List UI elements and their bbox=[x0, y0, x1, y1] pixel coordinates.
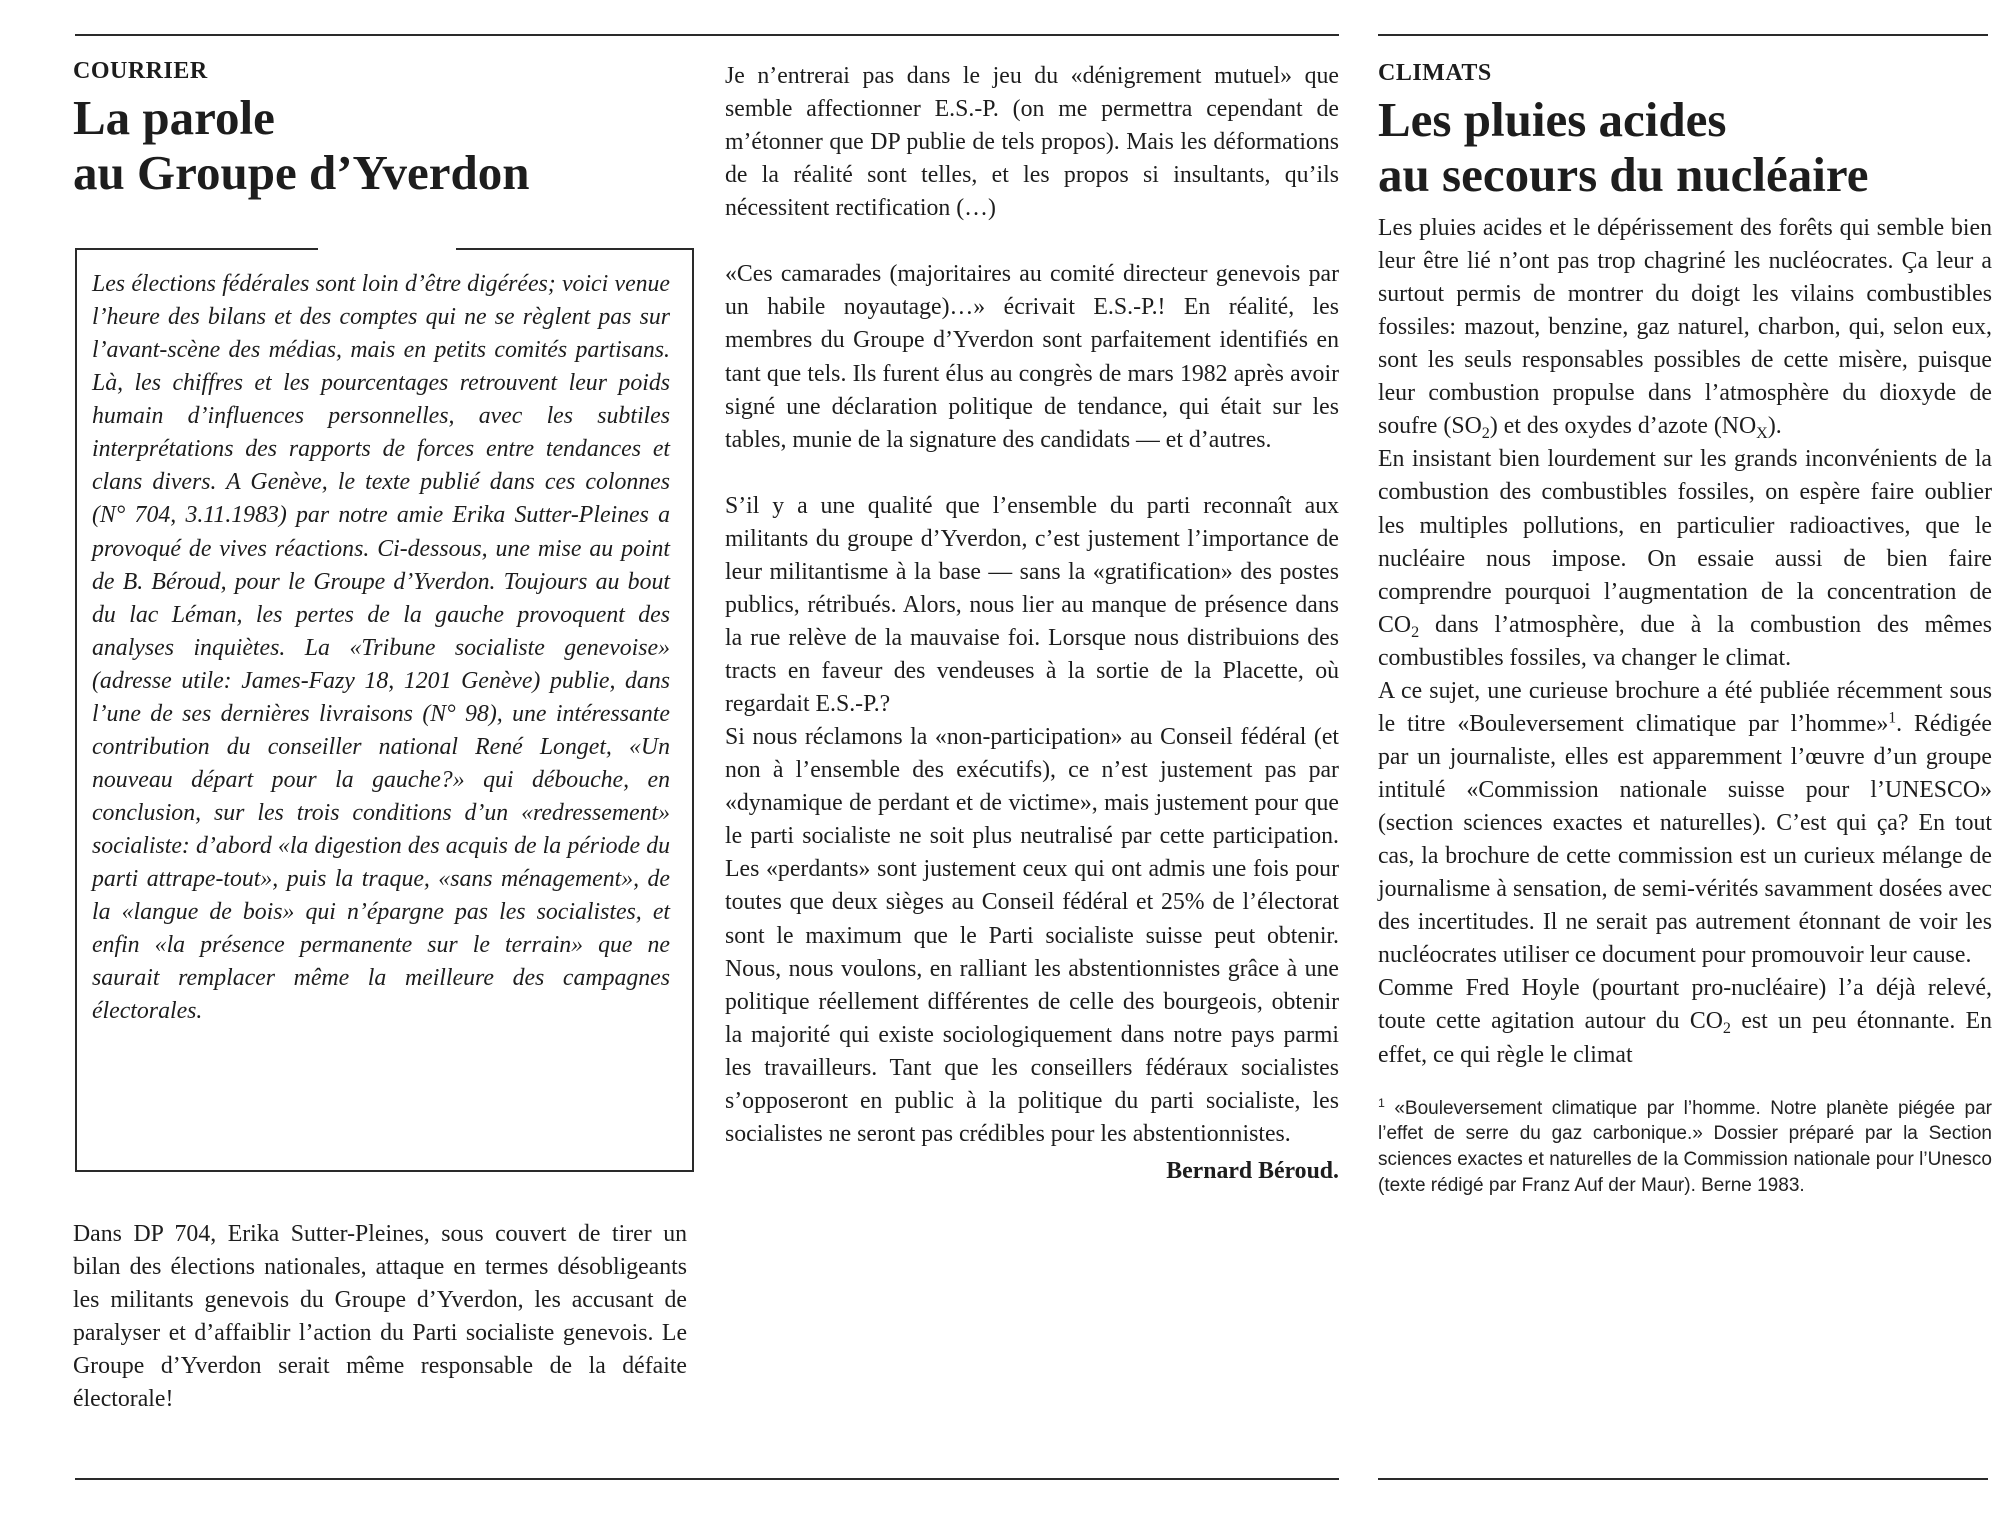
article-courrier-header bbox=[73, 56, 693, 200]
headline-courrier bbox=[73, 91, 693, 200]
paragraph: Les pluies acides et le dépérissement des forêts qui semble bien leur être lié n’ont pas trop chagriné les nucléocrates. Ça leur a surtout permis de montrer du doigt les vilains combustibles fossiles: mazout, benzine, gaz naturel, charbon, qui, selon eux, sont les seuls responsables possibles de cette misère, puisque leur combustion propulse dans l’atmosphère du dioxyde de soufre $(SO_2)$ et des oxydes d’azote $(NO_X)$. bbox=[1378, 214, 1992, 443]
top-rule-right bbox=[1378, 34, 1988, 36]
bottom-rule-left bbox=[75, 1478, 1339, 1480]
body-courrier-part2 bbox=[725, 60, 1339, 1151]
headline-climats-line2: au secours du nucléaire bbox=[1378, 146, 1869, 202]
bottom-rule-right bbox=[1378, 1478, 1988, 1480]
headline-courrier-line1: La parole bbox=[73, 90, 275, 146]
footnote-marker: 1 bbox=[1378, 1095, 1385, 1110]
paragraph: Si nous réclamons la «non-participation» au Conseil fédéral (et non à l’ensemble des exécutifs), ce n’est justement pas par «dynamique de perdant et de victime», mais justement pour que le parti socialiste ne soit plus neutralisé par cette participation. Les «perdants» sont justement ceux qui ont admis une fois pour toutes que deux sièges au Conseil fédéral et 25% de l’électorat sont le maximum que le Parti socialiste suisse peut obtenir. Nous, nous voulons, en ralliant les abstentionnistes grâce à une politique réellement différentes de celle des bourgeois, obtenir la majorité qui existe sociologiquement dans notre pays parmi les travailleurs. Tant que les conseillers fédéraux socialistes s’opposeront en public à la politique du parti socialiste, les socialistes ne seront pas crédibles pour les abstentionnistes. bbox=[725, 724, 1339, 1147]
paragraph: En insistant bien lourdement sur les grands inconvénients de la combustion des combustibles fossiles, on espère faire oublier les multiples pollutions, en particulier radioactives, que le nucléaire nous impose. On essaie aussi de bien faire comprendre pourquoi l’augmentation de la concentration de $CO_2$ dans l’atmosphère, due à la combustion des mêmes combustibles fossiles, va changer le climat. bbox=[1378, 446, 1992, 671]
paragraph: S’il y a une qualité que l’ensemble du parti reconnaît aux militants du groupe d’Yverdon, c’est justement l’importance de leur militantisme à la base — sans la «gratification» des postes publics, rétribués. Alors, nous lier au manque de présence dans la rue relève de la mauvaise foi. Lorsque nous distribuions des tracts en faveur des vendeuses à la sortie de la Placette, où regardait E.S.-P.? bbox=[725, 492, 1339, 718]
paragraph: Je n’entrerai pas dans le jeu du «dénigrement mutuel» que semble affectionner E.S.-P. (on me permettra cependant de m’étonner que DP publie de tels propos). Mais les déformations de la réalité sont telles, et les propos si insultants, qu’ils nécessitent rectification (…) bbox=[725, 63, 1339, 222]
footnote-text: «Bouleversement climatique par l’homme. Notre planète piégée par l’effet de serre du gaz carbonique.» Dossier préparé par la Section sciences exactes et naturelles de la Commission nationale pour l’Unesco (texte rédigé par Franz Auf der Maur). Berne 1983. bbox=[1378, 1097, 1992, 1197]
section-kicker-climats: CLIMATS bbox=[1378, 60, 1492, 86]
paragraph: Comme Fred Hoyle (pourtant pro-nucléaire) l’a déjà relevé, toute cette agitation autour du $CO_2$ est un peu étonnante. En effet, ce qui règle le climat bbox=[1378, 975, 1992, 1068]
article-courrier-body-continued bbox=[725, 60, 1339, 1188]
article-courrier-body-start bbox=[73, 1218, 687, 1416]
intro-text: Les élections fédérales sont loin d’être digérées; voici venue l’heure des bilans et des comptes qui ne se règlent pas sur l’avant-scène des médias, mais en petits comités partisans. Là, les chiffres et les pourcentages retrouvent leur poids humain d’influences personnelles, avec les subtiles interprétations des rapports de forces entre tendances et clans divers. A Genève, le texte publié dans ces colonnes (N° 704, 3.11.1983) par notre amie Erika Sutter-Pleines a provoqué de vives réactions. Ci-dessous, une mise au point de B. Béroud, pour le Groupe d’Yverdon. Toujours au bout du lac Léman, les pertes de la gauche provoquent des analyses inquiètes. La «Tribune socialiste genevoise» (adresse utile: James-Fazy 18, 1201 Genève) publie, dans l’une de ses dernières livraisons (N° 98), une intéressante contribution du conseiller national René Longet, «Un nouveau départ pour la gauche?» qui débouche, en conclusion, sur les trois conditions d’un «redressement» socialiste: d’abord «la digestion des acquis de la période du parti attrape-tout», puis la traque, «sans ménagement», de la «langue de bois» qui n’épargne pas les socialistes, et enfin «la présence permanente sur le terrain» que ne saurait remplacer même la meilleure des campagnes électorales. bbox=[92, 271, 670, 1025]
body-courrier-part1 bbox=[73, 1218, 687, 1416]
headline-courrier-line2: au Groupe d’Yverdon bbox=[73, 144, 530, 200]
headline-climats bbox=[1378, 93, 1992, 202]
headline-climats-line1: Les pluies acides bbox=[1378, 92, 1727, 148]
body-climats bbox=[1378, 212, 1992, 1072]
paragraph: «Ces camarades (majoritaires au comité directeur genevois par un habile noyautage)…» écrivait E.S.-P.! En réalité, les membres du Groupe d’Yverdon sont parfaitement identifiés en tant que tels. Ils furent élus au congrès de mars 1982 après avoir signé une déclaration politique de tendance, qui était sur les tables, munie de la signature des candidats — et d’autres. bbox=[725, 261, 1339, 453]
paragraph: A ce sujet, une curieuse brochure a été publiée récemment sous le titre «Bouleversement climatique par l’homme»$^1$. Rédigée par un journaliste, elles est apparemment l’œuvre d’un groupe intitulé «Commission nationale suisse pour l’UNESCO» (section sciences exactes et naturelles). C’est qui ça? En tout cas, la brochure de cette commission est un curieux mélange de journalisme à sensation, de semi-vérités savamment dosées avec des incertitudes. Il ne serait pas autrement étonnant de voir les nucléocrates utiliser ce document pour promouvoir leur cause. bbox=[1378, 677, 1992, 969]
intro-box-gap bbox=[318, 244, 456, 250]
footnote bbox=[1378, 1096, 1992, 1199]
article-climats bbox=[1378, 58, 1992, 1199]
section-kicker-courrier: COURRIER bbox=[73, 58, 208, 84]
paragraph: Dans DP 704, Erika Sutter-Pleines, sous couvert de tirer un bilan des élections nationales, attaque en termes désobligeants les militants genevois du Groupe d’Yverdon, les accusant de paralyser et d’affaiblir l’action du Parti socialiste genevois. Le Groupe d’Yverdon serait même responsable de la défaite électorale! bbox=[73, 1221, 687, 1413]
author-signature: Bernard Béroud. bbox=[1166, 1157, 1339, 1184]
top-rule-left bbox=[75, 34, 1339, 36]
intro-text-block bbox=[92, 268, 670, 1028]
